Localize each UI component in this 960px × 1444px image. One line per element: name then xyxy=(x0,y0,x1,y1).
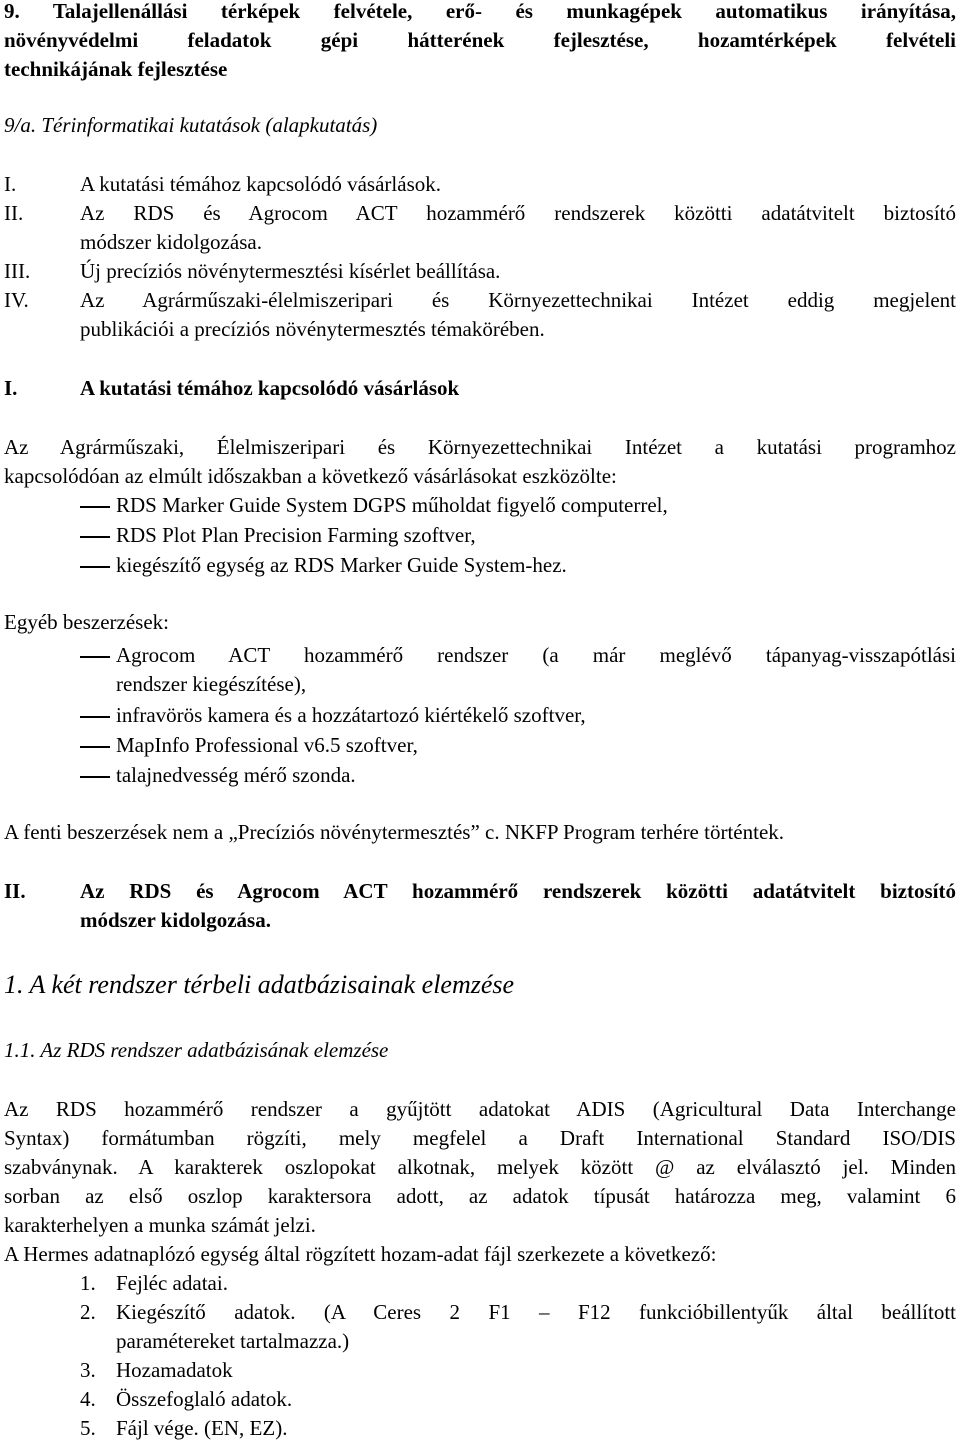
section-2-num: II. xyxy=(4,879,26,903)
list-item: Hozamadatok xyxy=(116,1358,233,1382)
toc-num: IV. xyxy=(4,288,29,312)
title-line-2: növényvédelmi feladatok gépi hátterének fejlesztése, hozamtérképek felvételi xyxy=(4,28,956,52)
toc-item: Az RDS és Agrocom ACT hozammérő rendszerek közötti adatátvitelt biztosító xyxy=(80,201,956,225)
list-item: RDS Marker Guide System DGPS műholdat figyelő computerrel, xyxy=(116,493,668,517)
body-line: Az RDS hozammérő rendszer a gyűjtött adatokat ADIS (Agricultural Data Interchange xyxy=(4,1097,956,1121)
list-item-cont: paramétereket tartalmazza.) xyxy=(116,1329,350,1353)
list-item: Fájl vége. (EN, EZ). xyxy=(116,1416,288,1440)
section-2-heading: Az RDS és Agrocom ACT hozammérő rendszerek közötti adatátvitelt biztosító xyxy=(80,879,956,903)
list-item: Fejléc adatai. xyxy=(116,1271,228,1295)
dash-bullet xyxy=(80,746,110,748)
list-number: 2. xyxy=(80,1300,96,1324)
toc-num: II. xyxy=(4,201,24,225)
dash-bullet xyxy=(80,566,110,568)
dash-bullet xyxy=(80,536,110,538)
list-item: infravörös kamera és a hozzátartozó kiértékelő szoftver, xyxy=(116,703,586,727)
toc-item-cont: publikációi a precíziós növénytermesztés témakörében. xyxy=(80,317,545,341)
subheading-1-1: 1.1. Az RDS rendszer adatbázisának elemzése xyxy=(4,1038,389,1062)
section-1-para: Az Agrárműszaki, Élelmiszeripari és Környezettechnikai Intézet a kutatási programhoz xyxy=(4,435,956,459)
dash-bullet xyxy=(80,716,110,718)
other-purchases-label: Egyéb beszerzések: xyxy=(4,610,169,634)
list-item: Összefoglaló adatok. xyxy=(116,1387,293,1411)
list-item: Agrocom ACT hozammérő rendszer (a már meglévő tápanyag-visszapótlási xyxy=(116,643,956,667)
list-item: MapInfo Professional v6.5 szoftver, xyxy=(116,733,418,757)
toc-item: Új precíziós növénytermesztési kísérlet beállítása. xyxy=(80,259,501,283)
closing-note: A fenti beszerzések nem a „Precíziós növénytermesztés” c. NKFP Program terhére történtek. xyxy=(4,820,785,844)
list-number: 1. xyxy=(80,1271,96,1295)
section-1-num: I. xyxy=(4,376,18,400)
dash-bullet xyxy=(80,506,110,508)
toc-num: I. xyxy=(4,172,17,196)
subheading-1: 1. A két rendszer térbeli adatbázisainak elemzése xyxy=(4,970,515,999)
list-item: talajnedvesség mérő szonda. xyxy=(116,763,356,787)
subtitle: 9/a. Térinformatikai kutatások (alapkutatás) xyxy=(4,113,378,137)
body-line: karakterhelyen a munka számát jelzi. xyxy=(4,1213,316,1237)
list-item: RDS Plot Plan Precision Farming szoftver, xyxy=(116,523,476,547)
list-number: 3. xyxy=(80,1358,96,1382)
body-line: sorban az első oszlop karaktersora adott, az adatok típusát határozza meg, valamint 6 xyxy=(4,1184,956,1208)
list-number: 4. xyxy=(80,1387,96,1411)
body-line: szabványnak. A karakterek oszlopokat alkotnak, melyek között @ az elválasztó jel. Minden xyxy=(4,1155,956,1179)
toc-item: A kutatási témához kapcsolódó vásárlások. xyxy=(80,172,441,196)
toc-num: III. xyxy=(4,259,31,283)
title-line-3: technikájának fejlesztése xyxy=(4,57,228,81)
list-item-cont: rendszer kiegészítése), xyxy=(116,672,307,696)
section-2-heading-cont: módszer kidolgozása. xyxy=(80,908,271,932)
section-1-para-cont: kapcsolódóan az elmúlt időszakban a következő vásárlásokat eszközölte: xyxy=(4,464,617,488)
section-1-heading: A kutatási témához kapcsolódó vásárlások xyxy=(80,376,460,400)
body-line: A Hermes adatnaplózó egység által rögzített hozam-adat fájl szerkezete a következő: xyxy=(4,1242,717,1266)
title-line-1: 9. Talajellenállási térképek felvétele, erő- és munkagépek automatikus irányítása, xyxy=(4,0,956,23)
list-number: 5. xyxy=(80,1416,96,1440)
toc-item: Az Agrárműszaki-élelmiszeripari és Környezettechnikai Intézet eddig megjelent xyxy=(80,288,956,312)
list-item: kiegészítő egység az RDS Marker Guide System-hez. xyxy=(116,553,567,577)
list-item: Kiegészítő adatok. (A Ceres 2 F1 – F12 funkcióbillentyűk által beállított xyxy=(116,1300,956,1324)
body-line: Syntax) formátumban rögzíti, mely megfelel a Draft International Standard ISO/DIS xyxy=(4,1126,956,1150)
toc-item-cont: módszer kidolgozása. xyxy=(80,230,262,254)
dash-bullet xyxy=(80,776,110,778)
dash-bullet xyxy=(80,656,110,658)
